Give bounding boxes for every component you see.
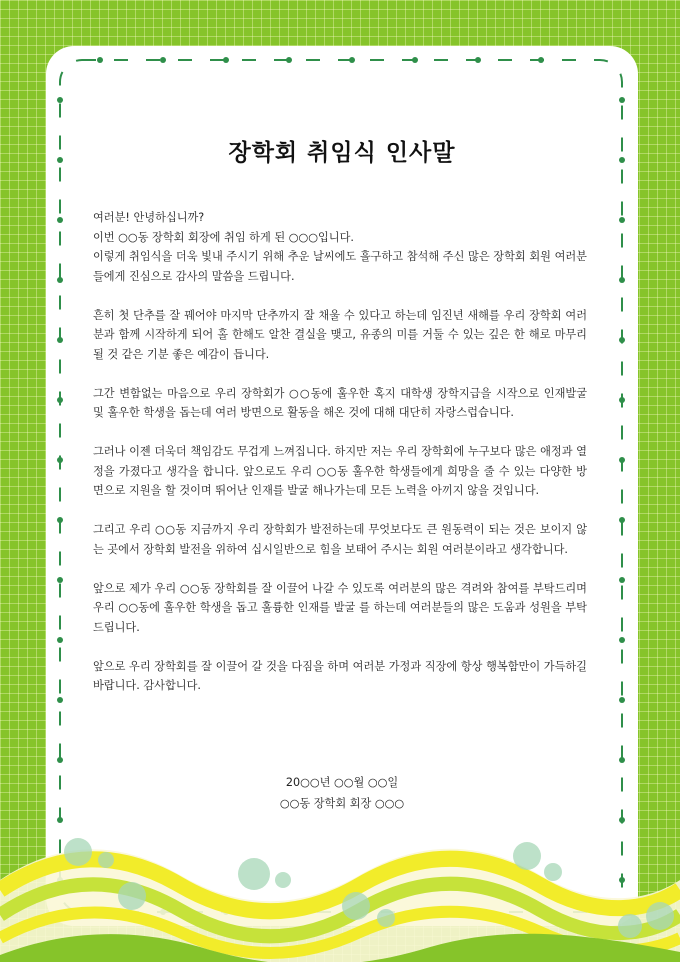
wave-green [0,934,680,962]
letter-signature: ○○동 장학회 회장 ○○○ [279,797,405,810]
page-title: 장학회 취임식 인사말 [228,140,456,166]
paragraph: 그간 변함없는 마음으로 우리 장학회가 ○○동에 훌우한 혹지 대학생 장학지급을 시작으로 인재발굴 및 훌우한 학생을 돕는데 여러 방면으로 활동을 해온 것에 대해 대단히 자랑스럽습니다. [93,386,587,419]
bubble [646,902,674,930]
paragraph: 앞으로 우리 장학회를 잘 이끌어 갈 것을 다짐을 하며 여러분 가정과 직장에 항상 행복함만이 가득하길 바랍니다. 감사합니다. [93,659,587,692]
paragraph: 그리고 우리 ○○동 지금까지 우리 장학회가 발전하는데 무엇보다도 큰 원동력이 되는 것은 보이지 않는 곳에서 장학회 발전을 위하여 십시일반으로 힘을 보태어 주시는 회원 여러분이라고 생각합니다. [93,523,587,556]
letter-date: 20○○년 ○○월 ○○일 [285,776,399,789]
paragraph: 그러나 이젠 더욱더 책임감도 무겁게 느껴집니다. 하지만 저는 우리 장학회에 누구보다 많은 애정과 열정을 가졌다고 생각을 합니다. 앞으로도 우리 ○○동 훌우한 학생들에게 희망을 줄 수 있는 다양한 방면으로 지원을 할 것이며 뛰어난 인재를 발굴 해나가는데 모든 노력을 아끼지 않을 것입니다. [93,445,587,497]
greeting-text: 여러분! 안녕하십니까? 이번 ○○동 장학회 회장에 취임 하게 된 ○○○입니다. 이렇게 취임식을 더욱 빛내 주시기 위해 추운 날씨에도 흘구하고 참석해 주신 많은 장학회 회원 여러분들에게 진심으로 감사의 말씀을 드립니다. [93,211,587,283]
letter-body [93,208,587,715]
signoff [46,772,638,814]
paragraph-greeting [93,208,587,286]
paragraph: 흔히 첫 단추를 잘 꿰어야 마지막 단추까지 잘 채울 수 있다고 하는데 임진년 새해를 우리 장학회 여러분과 함께 시작하게 되어 홀 한해도 알찬 결실을 맺고, 유종의 미를 거둘 수 있는 깊은 한 해로 마무리 될 것 같은 기분 좋은 예감이 듭니다. [93,308,587,361]
paragraph: 앞으로 제가 우리 ○○동 장학회를 잘 이끌어 나갈 수 있도록 여러분의 많은 격려와 참여를 부탁드리며 우리 ○○동에 훌우한 학생을 돕고 훌륭한 인재를 발굴 를 하는데 여러분들의 많은 도움과 성원을 부탁드립니다. [93,581,587,634]
